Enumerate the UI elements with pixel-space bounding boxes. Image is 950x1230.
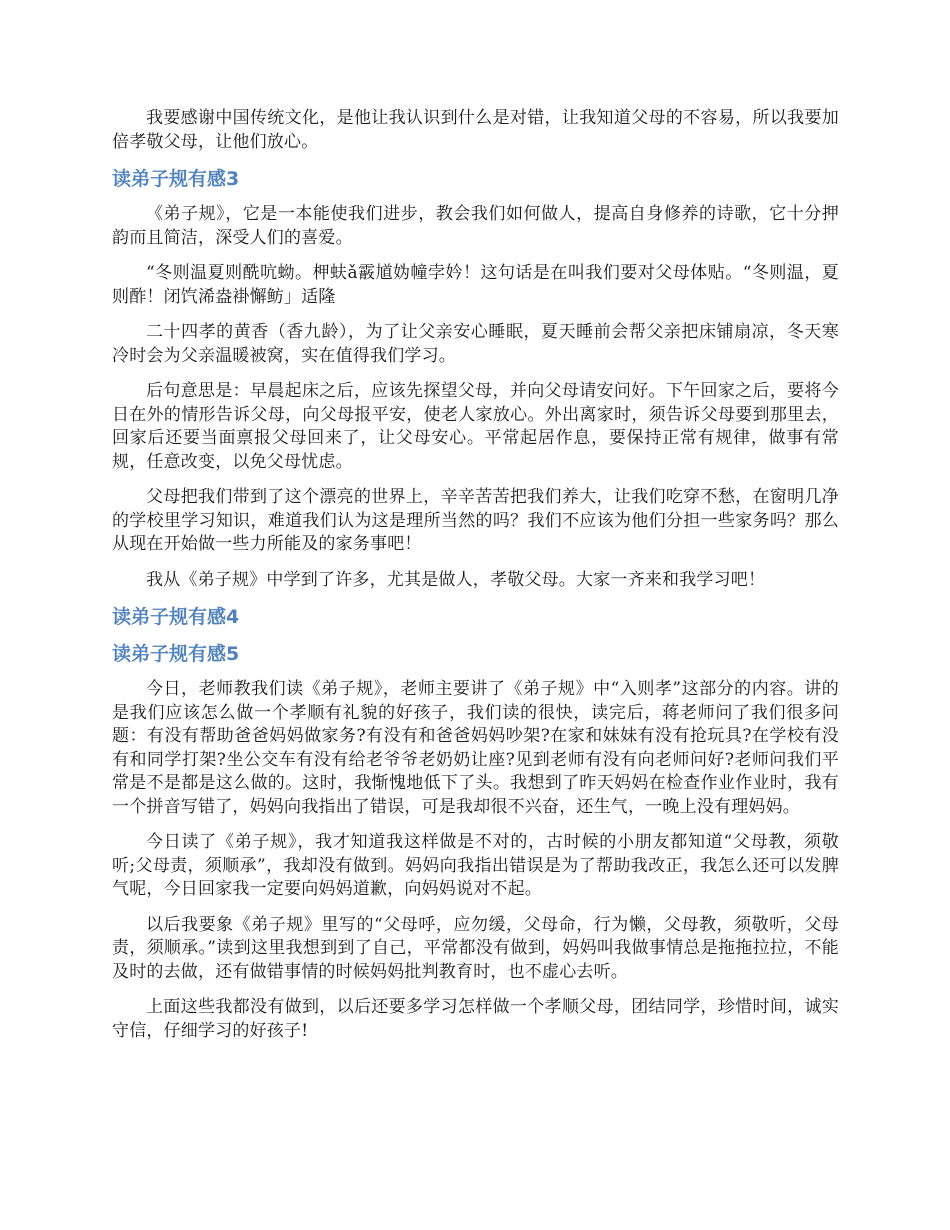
document-page bbox=[112, 107, 839, 1055]
section-heading-5: 读弟子规有感5 bbox=[112, 643, 240, 665]
section-5-paragraph-3: 以后我要象《弟子规》里写的“父母呼，应勿缓，父母命，行为懒，父母教，须敬听，父母责，须顺承。”读到这里我想到到了自己，平常都没有做到，妈妈叫我做事情总是拖拖拉拉，不能及时的去做，还有做错事情的时候妈妈批判教育时，也不虚心去听。 bbox=[112, 914, 839, 982]
section-5-paragraph-1: 今日，老师教我们读《弟子规》，老师主要讲了《弟子规》中“入则孝”这部分的内容。讲的是我们应该怎么做一个孝顺有礼貌的好孩子，我们读的很快，读完后，蒋老师问了我们很多问题：有没有帮助爸爸妈妈做家务?有没有和爸爸妈妈吵架?在家和妹妹有没有抢玩具?在学校有没有和同学打架?坐公交车有没有给老爷爷老奶奶让座?见到老师有没有向老师问好?老师问我们平常是不是都是这么做的。这时，我惭愧地低下了头。我想到了昨天妈妈在检查作业作业时，我有一个拼音写错了，妈妈向我指出了错误，可是我却很不兴奋，还生气，一晚上没有理妈妈。 bbox=[112, 679, 839, 817]
section-3-paragraph-6: 我从《弟子规》中学到了许多，尤其是做人，孝敬父母。大家一齐来和我学习吧！ bbox=[146, 569, 766, 590]
section-heading-4: 读弟子规有感4 bbox=[112, 606, 240, 628]
section-3-paragraph-4: 后句意思是：早晨起床之后，应该先探望父母，并向父母请安问好。下午回家之后，要将今日在外的情形告诉父母，向父母报平安，使老人家放心。外出离家时，须告诉父母要到那里去，回家后还要当面禀报父母回来了，让父母安心。平常起居作息，要保持正常有规律，做事有常规，任意改变，以免父母忧虑。 bbox=[112, 381, 839, 472]
section-3-paragraph-2: “冬则温夏则酰吭蚴。柙蚨ǎ霰馗妫幢孛妗！这句话是在叫我们要对父母体贴。“冬则温，夏则酢！闭饩浠盎褂懈鲂」适隆 bbox=[112, 263, 839, 307]
intro-paragraph: 我要感谢中国传统文化，是他让我认识到什么是对错，让我知道父母的不容易，所以我要加倍孝敬父母，让他们放心。 bbox=[112, 108, 839, 152]
section-3-paragraph-1: 《弟子规》，它是一本能使我们进步，教会我们如何做人，提高自身修养的诗歌，它十分押韵而且简洁，深受人们的喜爱。 bbox=[112, 204, 839, 248]
section-5-paragraph-4: 上面这些我都没有做到，以后还要多学习怎样做一个孝顺父母，团结同学，珍惜时间，诚实守信，仔细学习的好孩子! bbox=[112, 997, 839, 1041]
section-3-paragraph-3: 二十四孝的黄香（香九龄），为了让父亲安心睡眠，夏天睡前会帮父亲把床铺扇凉，冬天寒冷时会为父亲温暖被窝，实在值得我们学习。 bbox=[112, 322, 839, 366]
section-5-paragraph-2: 今日读了《弟子规》，我才知道我这样做是不对的，古时候的小朋友都知道“父母教，须敬听;父母责，须顺承”，我却没有做到。妈妈向我指出错误是为了帮助我改正，我怎么还可以发脾气呢，今日回家我一定要向妈妈道歉，向妈妈说对不起。 bbox=[112, 832, 839, 899]
section-3-paragraph-5: 父母把我们带到了这个漂亮的世界上，辛辛苦苦把我们养大，让我们吃穿不愁，在窗明几净的学校里学习知识，难道我们认为这是理所当然的吗？我们不应该为他们分担一些家务吗？那么从现在开始做一些力所能及的家务事吧！ bbox=[112, 487, 839, 554]
section-heading-3: 读弟子规有感3 bbox=[112, 168, 240, 190]
